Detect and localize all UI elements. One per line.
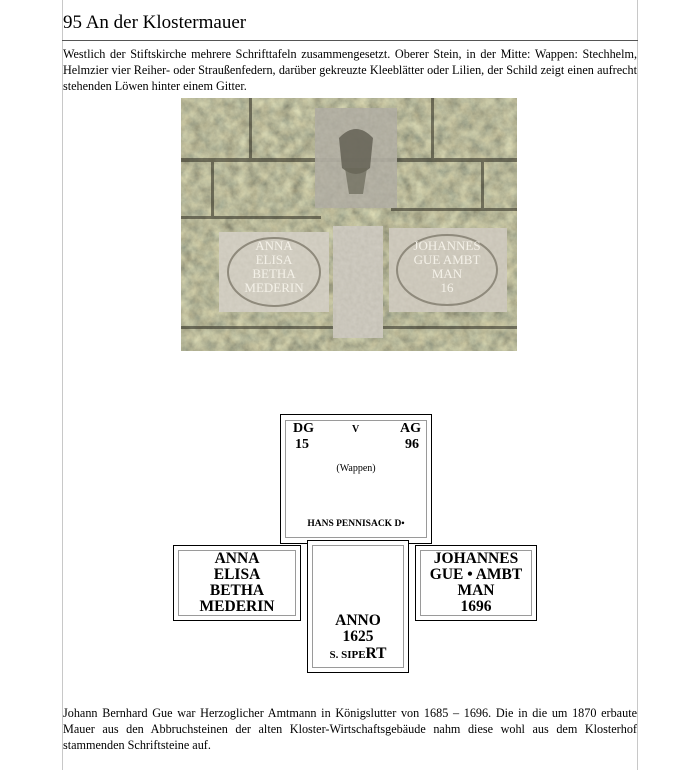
outro-paragraph: Johann Bernhard Gue war Herzoglicher Amtmann in Königslutter von 1685 – 1696. Die in die um 1870 erbaute Mauer aus den Abbruchsteinen der alten Kloster-Wirtschaftsgebäude nahm diese wohl aus dem Klosterhof stammenden Schriftsteine auf.	[63, 706, 637, 753]
photo-left-line-2: ELISA	[255, 252, 293, 267]
photo-right-line-2: GUE AMBT	[413, 252, 481, 267]
top-stone-initials-right: AG	[400, 421, 421, 436]
right-stone-line-2: GUE • AMBT	[429, 566, 523, 583]
photo-left-line-1: ANNA	[255, 238, 293, 253]
top-stone-name: HANS PENNISACK D•	[307, 519, 405, 529]
center-stone-line-1: ANNO	[335, 612, 381, 629]
diagram-center-stone	[307, 540, 409, 673]
center-stone-line-2: 1625	[342, 628, 374, 645]
diagram-top-stone	[280, 414, 432, 544]
left-stone-line-4: MEDERIN	[199, 598, 275, 615]
right-stone-line-3: MAN	[457, 582, 495, 599]
right-stone-line-1: JOHANNES	[433, 550, 519, 567]
photo-right-line-1: JOHANNES	[413, 238, 481, 253]
left-margin-line	[62, 0, 63, 770]
page-title: 95 An der Klostermauer	[63, 12, 247, 33]
left-stone-text	[174, 551, 300, 615]
photo-left-line-3: BETHA	[252, 266, 296, 281]
right-margin-line	[637, 0, 638, 770]
left-stone-line-1: ANNA	[214, 550, 260, 567]
left-stone-line-3: BETHA	[209, 582, 265, 599]
center-stone-line-3a: S. SIPE	[329, 649, 366, 661]
top-stone-coat-of-arms-note: (Wappen)	[336, 463, 376, 474]
top-stone-year-left: 15	[295, 437, 309, 452]
diagram-right-stone	[415, 545, 537, 621]
intro-paragraph: Westlich der Stiftskirche mehrere Schrifttafeln zusammengesetzt. Oberer Stein, in der Mitte: Wappen: Stechhelm, Helmzier vier Reiher- oder Straußenfedern, darüber gekreuzte Kleeblätter oder Lilien, der Schild zeigt einen aufrecht stehenden Löwen hinter einem Gitter.	[63, 47, 637, 94]
top-stone-letter-center: V	[352, 424, 360, 435]
center-stone-line-3b: RT	[365, 645, 387, 662]
photo-right-line-4: 16	[440, 280, 454, 295]
wall-photo	[181, 98, 517, 351]
center-stone-text	[308, 613, 408, 663]
top-stone-year-right: 96	[405, 437, 419, 452]
diagram-left-stone	[173, 545, 301, 621]
photo-left-line-4: MEDERIN	[244, 280, 304, 295]
right-stone-text	[416, 551, 536, 615]
top-stone-initials-left: DG	[293, 421, 314, 436]
right-stone-line-4: 1696	[460, 598, 492, 615]
photo-right-line-3: MAN	[431, 266, 463, 281]
title-rule	[62, 40, 638, 41]
left-stone-line-2: ELISA	[213, 566, 261, 583]
